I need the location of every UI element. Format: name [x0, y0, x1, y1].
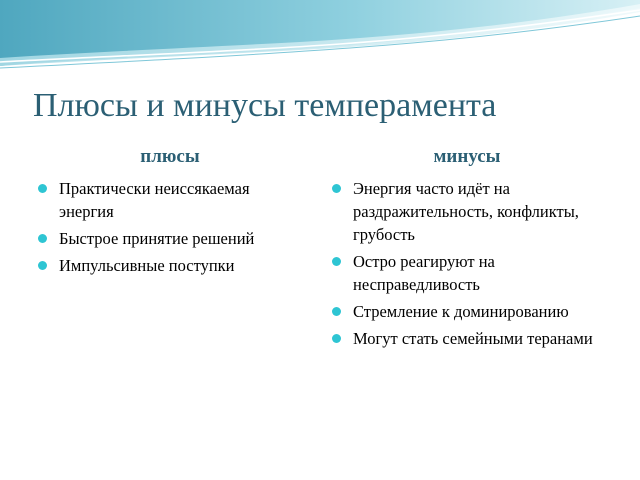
bullet-dot-icon	[332, 334, 341, 343]
bullet-dot-icon	[38, 184, 47, 193]
cons-list	[331, 177, 616, 354]
pros-heading: плюсы	[140, 146, 200, 167]
bullet-dot-icon	[38, 234, 47, 243]
list-item-text: Практически неиссякаемая энергия	[59, 179, 250, 221]
list-item	[37, 227, 302, 250]
list-item-text: Энергия часто идёт на раздражительность, конфликты, грубость	[353, 179, 579, 244]
list-item-text: Быстрое принятие решений	[59, 229, 255, 248]
header-wave-decoration	[0, 0, 640, 80]
list-item-text: Стремление к доминированию	[353, 302, 569, 321]
bullet-dot-icon	[332, 307, 341, 316]
list-item	[37, 254, 302, 277]
cons-heading: минусы	[433, 146, 501, 167]
bullet-dot-icon	[38, 261, 47, 270]
list-item	[331, 177, 616, 246]
list-item-text: Остро реагируют на несправедливость	[353, 252, 495, 294]
list-item-text: Импульсивные поступки	[59, 256, 235, 275]
bullet-dot-icon	[332, 257, 341, 266]
list-item	[37, 177, 302, 223]
list-item	[331, 250, 616, 296]
list-item	[331, 300, 616, 323]
pros-list	[37, 177, 302, 281]
slide-title: Плюсы и минусы темперамента	[33, 87, 497, 124]
list-item	[331, 327, 616, 350]
bullet-dot-icon	[332, 184, 341, 193]
list-item-text: Могут стать семейными теранами	[353, 329, 593, 348]
